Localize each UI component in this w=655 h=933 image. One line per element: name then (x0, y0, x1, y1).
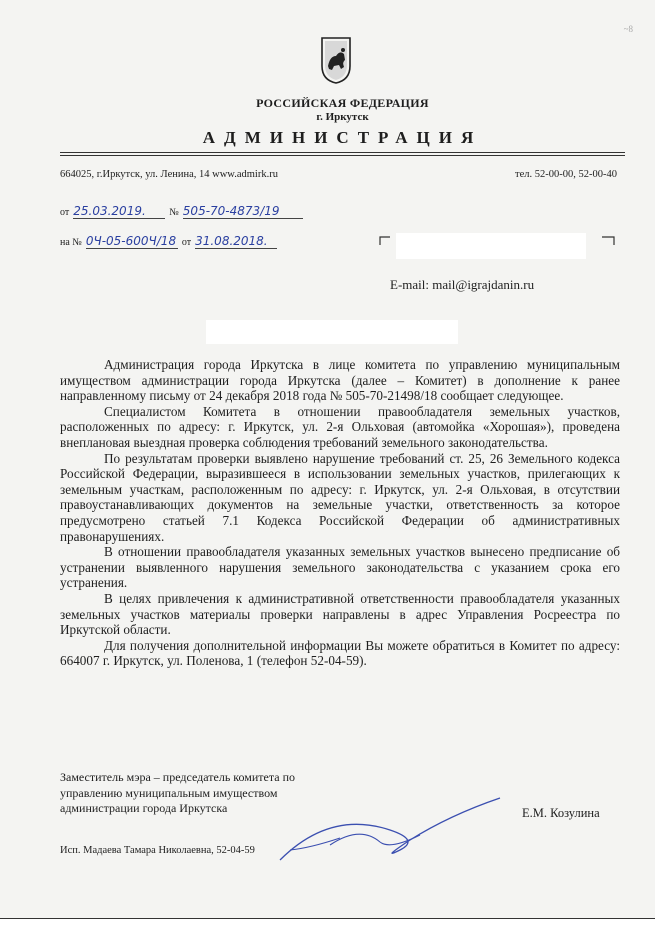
body-paragraph: Для получения дополнительной информации Вы можете обратиться в Комитет по адресу: 664007 г. Иркутск, ул. Поленова, 1 (телефон 52-04-59). (60, 637, 620, 669)
redacted-salutation (206, 320, 458, 344)
document-title: АДМИНИСТРАЦИЯ (202, 128, 483, 147)
number-label: № (169, 207, 179, 218)
outgoing-number: 505-70-4873/19 (183, 204, 303, 219)
executor-line: Исп. Мадаева Тамара Николаевна, 52-04-59 (60, 845, 255, 856)
signatory-position: Заместитель мэра – председатель комитета по управлению муниципальным имуществом администрации города Иркутска (60, 770, 296, 815)
outgoing-date: 25.03.2019. (73, 204, 165, 219)
reference-number: 0Ч-05-600Ч/18 (85, 234, 177, 248)
corner-mark: ~8 (623, 24, 633, 34)
header-rule (60, 155, 625, 156)
city-name: г. Иркутск (316, 111, 369, 123)
body-paragraph: В отношении правообладателя указанных земельных участков вынесено предписание об устранении выявленного нарушения земельного законодательства с указанием срока его устранения. (60, 544, 620, 591)
address-line: 664025, г.Иркутск, ул. Ленина, 14 www.admirk.ru (60, 169, 278, 180)
from-label: от (60, 207, 70, 218)
handwritten-signature (270, 790, 510, 870)
reference-number-row (60, 232, 277, 250)
recipient-email: E-mail: mail@igrajdanin.ru (390, 277, 535, 292)
outgoing-number-row (60, 202, 303, 220)
signatory-name: Е.М. Козулина (522, 806, 600, 820)
letter-body (60, 357, 620, 669)
reference-label: на № (60, 237, 82, 248)
redacted-recipient (396, 233, 586, 259)
city-emblem-icon (320, 36, 352, 84)
header-rule (60, 152, 625, 153)
phone-line: тел. 52-00-00, 52-00-40 (515, 169, 617, 180)
reference-date: 31.08.2018. (195, 234, 277, 249)
country-name: РОССИЙСКАЯ ФЕДЕРАЦИЯ (256, 96, 429, 110)
body-paragraph: В целях привлечения к административной ответственности правообладателя указанных земельных участков материалы проверки направлены в адрес Управления Росреестра по Иркутской области. (60, 590, 620, 638)
page-bottom-edge (0, 918, 655, 933)
body-paragraph: По результатам проверки выявлено нарушение требований ст. 25, 26 Земельного кодекса Российской Федерации, выразившееся в использовании земельных участков, прилегающих к земельным участкам, расположенным по адресу: г. Иркутск, ул. 2-я Ольховая, в отсутствии правоустанавливающих документов на земельные участки, ответственность за которое предусмотрено статьей 7.1 Кодекса Российской Федерации об административных правонарушениях. (60, 450, 620, 544)
body-paragraph: Администрация города Иркутска в лице комитета по управлению муниципальным имуществом администрации города Иркутска (далее – Комитет) в дополнение к ранее направленному письму от 24 декабря 2018 года № 505-70-21498/18 сообщает следующее. (60, 357, 620, 404)
body-paragraph: Специалистом Комитета в отношении правообладателя земельных участков, расположенных по адресу: г. Иркутск, ул. 2-я Ольховая (автомойка «Хорошая»), проведена внеплановая выездная проверка соблюдения требований земельного законодательства. (60, 403, 620, 450)
reference-from-label: от (181, 237, 192, 248)
